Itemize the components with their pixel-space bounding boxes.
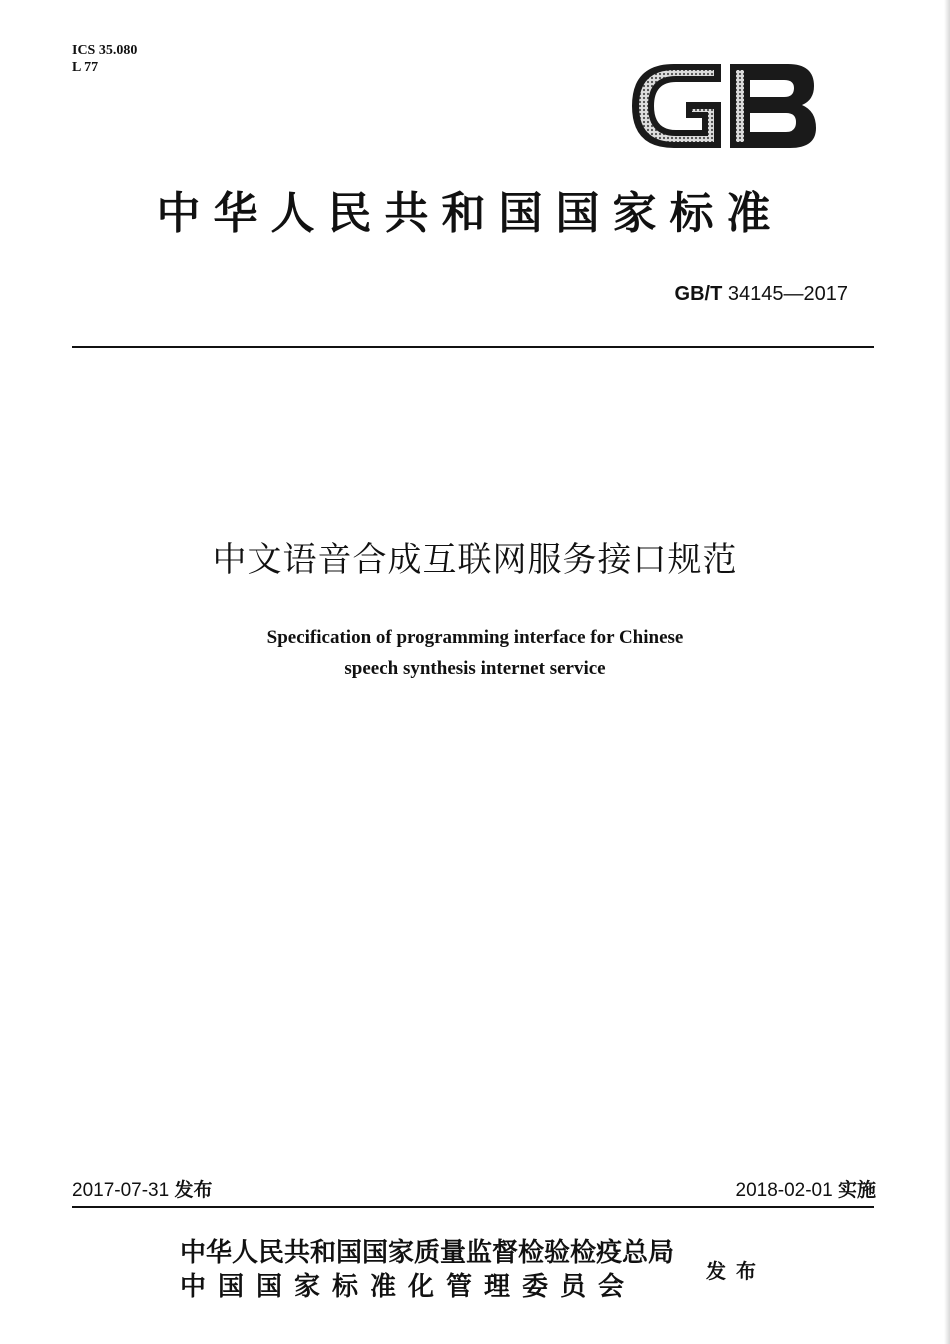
gb-logo-icon [626, 56, 820, 156]
classification-codes [72, 42, 137, 76]
national-standard-title: 中华人民共和国国家标准 [156, 188, 784, 239]
implement-label: 实施 [837, 1179, 876, 1201]
chinese-title: 中文语音合成互联网服务接口规范 [212, 540, 738, 580]
ccs-code: L 77 [72, 60, 99, 75]
issuer-sac: 中国国家标准化管理委员会 [180, 1272, 637, 1302]
issue-date: 2017-07-31 [72, 1180, 170, 1201]
standard-number [675, 282, 848, 306]
english-title-line-2: speech synthesis internet service [344, 658, 606, 679]
ics-code: ICS 35.080 [72, 43, 138, 58]
english-title-line-1: Specification of programming interface for Chinese [266, 627, 684, 648]
implement-date-block [736, 1178, 877, 1203]
issue-label: 发布 [174, 1179, 213, 1201]
issuer-aqsiq: 中华人民共和国国家质量监督检验检疫总局 [180, 1238, 675, 1268]
standard-prefix: GB/T [674, 283, 723, 305]
issuing-authorities [180, 1236, 674, 1304]
bottom-divider [72, 1206, 874, 1208]
english-title [0, 622, 950, 684]
issue-date-block [72, 1178, 213, 1203]
publish-label: 发布 [706, 1259, 766, 1283]
implement-date: 2018-02-01 [735, 1180, 833, 1201]
top-divider [72, 346, 874, 348]
standard-code: 34145—2017 [727, 283, 848, 305]
